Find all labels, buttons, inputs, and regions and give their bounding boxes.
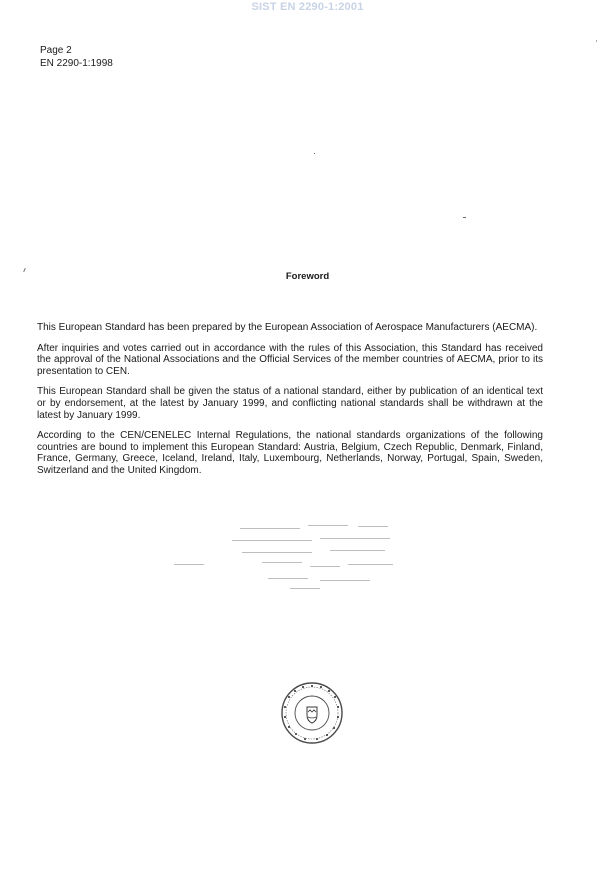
scan-speck <box>596 40 597 42</box>
document-watermark: SIST EN 2290-1:2001 <box>251 1 364 13</box>
document-id: EN 2290-1:1998 <box>40 58 113 69</box>
page-number: Page 2 <box>40 45 72 56</box>
foreword-paragraph: This European Standard has been prepared by the European Association of Aerospace Manufacturers (AECMA). <box>37 322 538 333</box>
foreword-paragraph: After inquiries and votes carried out in accordance with the rules of this Association, this Standard has received the approval of the National Associations and the Official Services of the member countries of AECMA, prior to its presentation to CEN. <box>37 342 543 377</box>
scan-speck <box>463 217 466 218</box>
bleed-through-marks <box>170 520 410 600</box>
foreword-heading: Foreword <box>285 271 330 282</box>
scan-speck <box>314 153 315 154</box>
foreword-paragraph: According to the CEN/CENELEC Internal Regulations, the national standards organizations of the following countries are bound to implement this European Standard: Austria, Belgium, Czech Republic, Denmark, Finland, France, Germany, Greece, Iceland, Ireland, Italy, Luxembourg, Netherlands, Norway, Portugal, Spain, Sweden, Switzerland and the United Kingdom. <box>37 430 543 476</box>
foreword-body <box>37 322 543 486</box>
foreword-paragraph: This European Standard shall be given the status of a national standard, either by publication of an identical text or by endorsement, at the latest by January 1999, and conflicting national standards shall be withdrawn at the latest by January 1999. <box>37 386 543 421</box>
page-header <box>40 44 113 70</box>
official-seal-stamp <box>278 682 346 744</box>
